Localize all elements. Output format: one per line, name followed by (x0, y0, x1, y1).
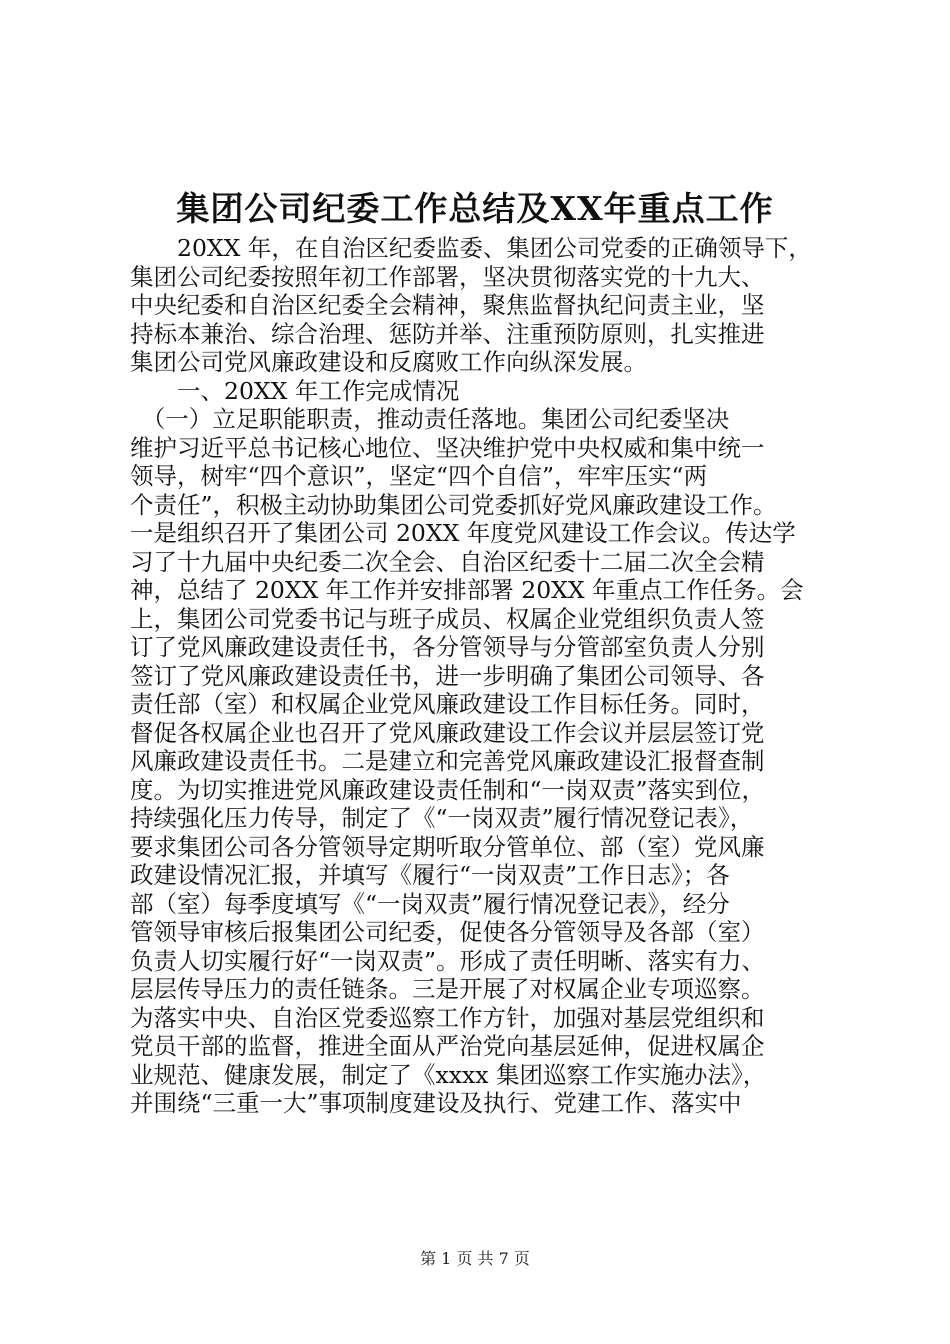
document-title: 集团公司纪委工作总结及XX年重点工作 (176, 189, 774, 228)
body-line: （一）立足职能职责，推动责任落地。集团公司纪委坚决 (130, 405, 730, 433)
body-line: 维护习近平总书记核心地位、坚决维护党中央权威和集中统一 (130, 433, 765, 462)
body-line: 负责人切实履行好“一岗双责”。形成了责任明晰、落实有力、 (130, 946, 766, 975)
page-number-footer: 第 1 页 共 7 页 (420, 1249, 530, 1268)
body-line: 上，集团公司党委书记与班子成员、权属企业党组织负责人签 (130, 604, 765, 633)
body-line: 度。为切实推进党风廉政建设责任制和“一岗双责”落实到位， (130, 775, 766, 804)
body-line: 神，总结了 20XX 年工作并安排部署 20XX 年重点工作任务。会 (130, 576, 804, 604)
body-line: 政建设情况汇报，并填写《履行“一岗双责”工作日志》；各 (130, 861, 730, 889)
body-line: 党员干部的监督，推进全面从严治党向基层延伸，促进权属企 (130, 1032, 765, 1060)
body-line: 业规范、健康发展，制定了《xxxx 集团巡察工作实施办法》， (130, 1060, 767, 1089)
body-line: 个责任”，积极主动协助集团公司党委抓好党风廉政建设工作。 (130, 490, 777, 519)
body-line: 集团公司党风廉政建设和反腐败工作向纵深发展。 (130, 348, 647, 376)
document-body (130, 234, 830, 1118)
body-line: 责任部（室）和权属企业党风廉政建设工作目标任务。同时， (130, 690, 765, 718)
body-line: 层层传导压力的责任链条。三是开展了对权属企业专项巡察。 (130, 975, 765, 1003)
body-line: 管领导审核后报集团公司纪委，促使各分管领导及各部（室） (130, 918, 765, 946)
body-line: 为落实中央、自治区党委巡察工作方针，加强对基层党组织和 (130, 1003, 765, 1032)
body-line: 中央纪委和自治区纪委全会精神，聚焦监督执纪问责主业，坚 (130, 291, 765, 319)
body-line: 20XX 年，在自治区纪委监委、集团公司党委的正确领导下， (130, 234, 812, 262)
body-line: 持续强化压力传导，制定了《“一岗双责”履行情况登记表》， (130, 804, 754, 832)
body-line: 并围绕“三重一大”事项制度建设及执行、党建工作、落实中 (130, 1089, 742, 1117)
body-line: 持标本兼治、综合治理、惩防并举、注重预防原则，扎实推进 (130, 319, 765, 348)
body-line: 督促各权属企业也召开了党风廉政建设工作会议并层层签订党 (130, 718, 765, 747)
body-line: 签订了党风廉政建设责任书，进一步明确了集团公司领导、各 (130, 661, 765, 690)
body-line: 要求集团公司各分管领导定期听取分管单位、部（室）党风廉 (130, 832, 765, 861)
body-line: 风廉政建设责任书。二是建立和完善党风廉政建设汇报督查制 (130, 747, 765, 775)
section-heading: 一、20XX 年工作完成情况 (130, 376, 460, 405)
body-line: 集团公司纪委按照年初工作部署，坚决贯彻落实党的十九大、 (130, 262, 765, 291)
body-line: 习了十九届中央纪委二次全会、自治区纪委十二届二次全会精 (130, 547, 765, 576)
body-line: 部（室）每季度填写《“一岗双责”履行情况登记表》，经分 (130, 889, 730, 918)
body-line: 领导，树牢“四个意识”，坚定“四个自信”，牢牢压实“两 (130, 462, 708, 490)
body-line: 一是组织召开了集团公司 20XX 年度党风建设工作会议。传达学 (130, 519, 796, 547)
body-line: 订了党风廉政建设责任书，各分管领导与分管部室负责人分别 (130, 633, 765, 661)
